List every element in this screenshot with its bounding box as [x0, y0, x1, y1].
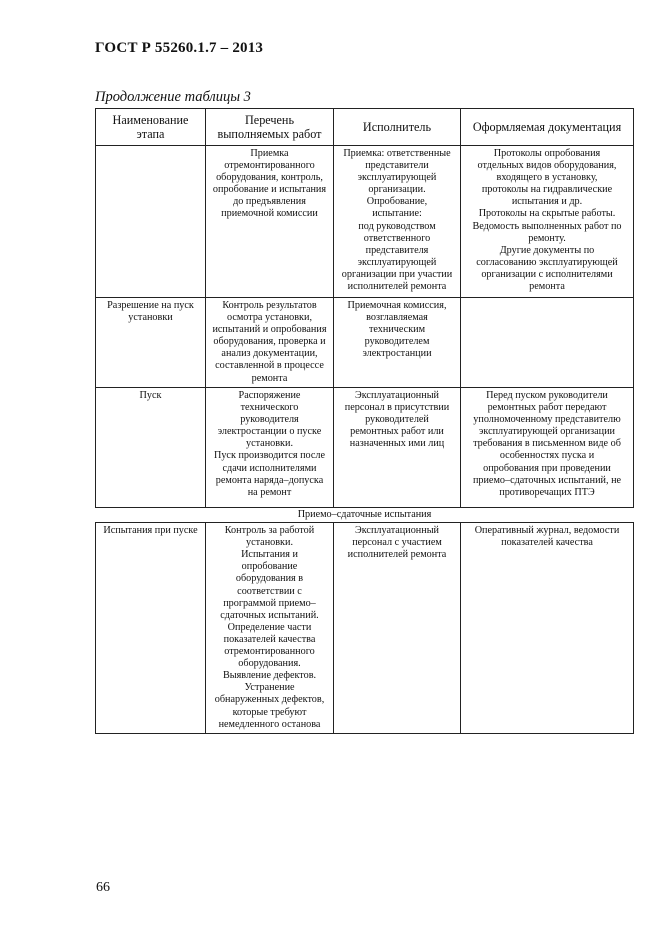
cell-stage	[96, 146, 206, 298]
cell-documents: Оперативный журнал, ведомости показателей качества	[461, 523, 634, 734]
cell-documents: Протоколы опробования отдельных видов оборудования, входящего в установку, протоколы на гидравлические испытания и др. Протоколы на скрытые работы. Ведомость выполненных работ по ремонту. Другие документы по согласованию эксплуатирующей организации с исполнителями ремонта	[461, 146, 634, 298]
section-title-row	[96, 508, 634, 523]
cell-executor: Приемка: ответственные представители эксплуатирующей организации. Опробование, испытание: под руководством ответственного представителя эксплуатирующей организации при участии исполнителей ремонта	[334, 146, 461, 298]
cell-stage: Испытания при пуске	[96, 523, 206, 734]
cell-executor: Эксплуатационный персонал в присутствии руководителей ремонтных работ или назначенных ими лиц	[334, 388, 461, 508]
table-row	[96, 523, 634, 734]
table-row	[96, 146, 634, 298]
page-number: 66	[96, 880, 110, 895]
table-caption: Продолжение таблицы 3	[95, 89, 251, 105]
cell-works: Распоряжение технического руководителя электростанции о пуске установки. Пуск производится после сдачи исполнителями ремонта наряда–допуска на ремонт	[206, 388, 334, 508]
column-header-stage: Наименование этапа	[96, 109, 206, 146]
column-header-documents: Оформляемая документация	[461, 109, 634, 146]
section-title: Приемо–сдаточные испытания	[96, 508, 634, 523]
standard-header: ГОСТ Р 55260.1.7 – 2013	[95, 40, 264, 56]
table-row	[96, 298, 634, 388]
column-header-executor: Исполнитель	[334, 109, 461, 146]
cell-stage: Разрешение на пуск установки	[96, 298, 206, 388]
cell-documents: Перед пуском руководители ремонтных работ передают уполномоченному представителю эксплуатирующей организации требования в письменном виде об особенностях пуска и опробования при проведении приемо–сдаточных испытаний, не противоречащих ПТЭ	[461, 388, 634, 508]
works-table	[95, 108, 634, 734]
cell-works: Контроль результатов осмотра установки, испытаний и опробования оборудования, проверка и анализ документации, составленной в процессе ремонта	[206, 298, 334, 388]
cell-executor: Приемочная комиссия, возглавляемая техническим руководителем электростанции	[334, 298, 461, 388]
column-header-works: Перечень выполняемых работ	[206, 109, 334, 146]
cell-works: Контроль за работой установки. Испытания и опробование оборудования в соответствии с программой приемо– сдаточных испытаний. Определение части показателей качества отремонтированного оборудования. Выявление дефектов. Устранение обнаруженных дефектов, которые требуют немедленного останова	[206, 523, 334, 734]
cell-documents	[461, 298, 634, 388]
cell-stage: Пуск	[96, 388, 206, 508]
cell-executor: Эксплуатационный персонал с участием исполнителей ремонта	[334, 523, 461, 734]
table-row	[96, 388, 634, 508]
cell-works: Приемка отремонтированного оборудования, контроль, опробование и испытания до предъявления приемочной комиссии	[206, 146, 334, 298]
table-header-row	[96, 109, 634, 146]
